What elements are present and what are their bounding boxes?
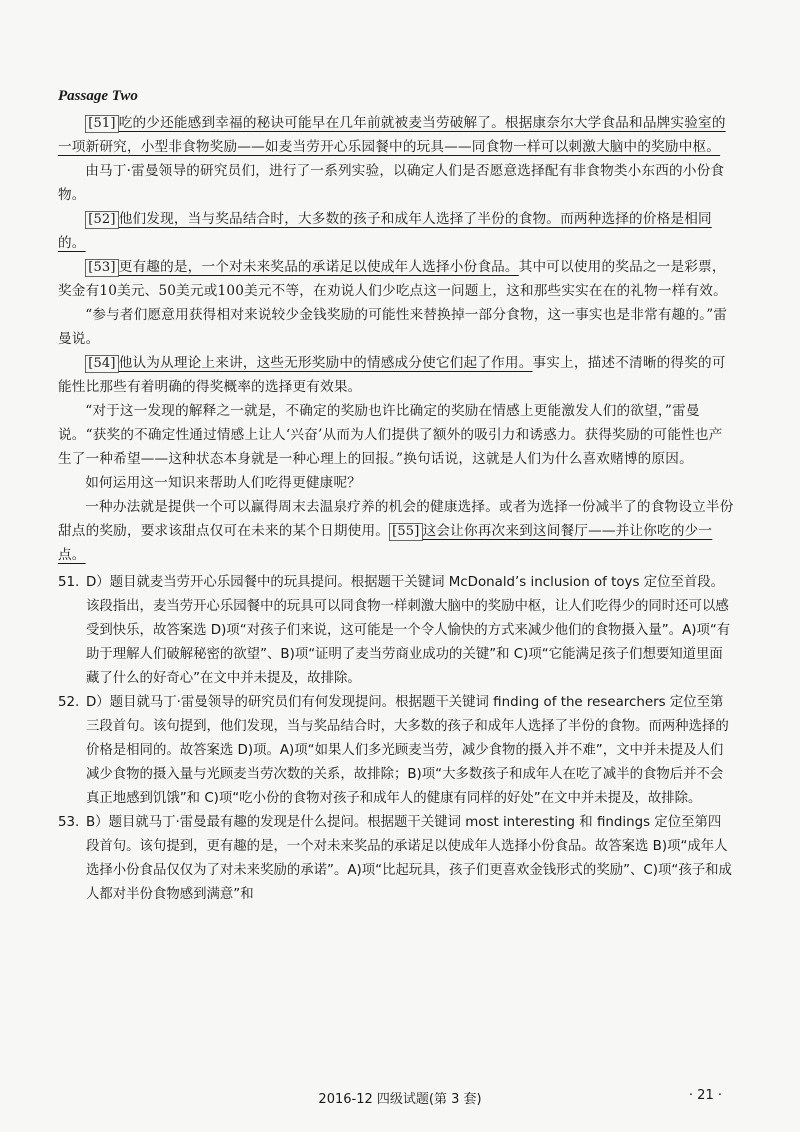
- question-tag-54: [54]: [85, 355, 119, 373]
- question-tag-51: [51]: [85, 115, 119, 133]
- paragraph-9: [58, 495, 734, 567]
- paragraph-text: 一种办法就是提供一个可以赢得周末去温泉疗养的机会的健康选择。或者为选择一份减半了的食物设立半份甜点的奖励，要求该甜点仅可在未来的某个日期使用。: [58, 499, 734, 539]
- answer-51: [58, 571, 734, 691]
- passage-title: Passage Two: [58, 88, 138, 104]
- paragraph-1: [58, 111, 734, 159]
- paragraph-text: 事实上，描述不清晰的得奖的可能性比那些有着明确的得奖概率的选择更有效果。: [58, 355, 726, 395]
- paragraph-5: “参与者们愿意用获得相对来说较少金钱奖励的可能性来替换掉一部分食物，这一事实也是非常有趣的。”雷曼说。: [58, 307, 728, 347]
- paragraph-3: [58, 207, 734, 255]
- answer-text: D）题目就麦当劳开心乐园餐中的玩具提问。根据题干关键词 McDonald’s inclusion of toys 定位至首段。该段指出，麦当劳开心乐园餐中的玩具可以同食物一样刺激大脑中的奖励中枢，让人们吃得少的同时还可以感受到快乐，故答案选 D)项“对孩子们来说，这可能是一个令人愉快的方式来减少他们的食物摄入量”。A)项“有助于理解人们破解秘密的欲望”、B)项“证明了麦当劳商业成功的关键”和 C)项“它能满足孩子们想要知道里面藏了什么的好奇心”在文中并未提及，故排除。: [86, 575, 731, 686]
- passage-section: [58, 88, 734, 567]
- question-tag-52: [52]: [85, 211, 119, 229]
- paragraph-7: “对于这一发现的解释之一就是，不确定的奖励也许比确定的奖励在情感上更能激发人们的欲望，”雷曼说。“获奖的不确定性通过情感上让人‘兴奋’从而为人们提供了额外的吸引力和诱惑力。获得奖励的可能性也产生了一种希望——这种状态本身就是一种心理上的回报。”换句话说，这就是人们为什么喜欢赌博的原因。: [58, 403, 723, 467]
- underlined-text: 这会让你再次来到这间餐厅——并让你吃的少一点。: [58, 523, 713, 563]
- underlined-text: 他认为从理论上来讲，这些无形奖励中的情感成分使它们起了作用。: [118, 355, 533, 371]
- question-tag-55: [55]: [389, 523, 423, 541]
- page-footer: [0, 1088, 800, 1112]
- underlined-text: 吃的少还能感到幸福的秘诀可能早在几年前就被麦当劳破解了。根据康奈尔大学食品和品牌实验室的一项新研究，小型非食物奖励——如麦当劳开心乐园餐中的玩具——同食物一样可以刺激大脑中的奖励中枢。: [58, 115, 726, 155]
- page-number: · 21 ·: [688, 1088, 722, 1103]
- paragraph-2: 由马丁·雷曼领导的研究员们，进行了一系列实验，以确定人们是否愿意选择配有非食物类小东西的小份食物。: [58, 163, 725, 203]
- answer-explanations: [58, 571, 734, 907]
- answer-number: 51.: [58, 575, 80, 590]
- answer-52: [58, 691, 734, 811]
- answer-53: [58, 811, 734, 907]
- underlined-text: 他们发现，当与奖品结合时，大多数的孩子和成年人选择了半份的食物。而两种选择的价格是相同的。: [58, 211, 712, 251]
- answer-text: D）题目就马丁·雷曼领导的研究员们有何发现提问。根据题干关键词 finding of the researchers 定位至第三段首句。该句提到，他们发现，当与奖品结合时，大多数的孩子和成年人选择了半份的食物。而两种选择的价格是相同的。故答案选 D)项。A)项“如果人们多光顾麦当劳，减少食物的摄入并不难”，文中并未提及人们减少食物的摄入量与光顾麦当劳次数的关系，故排除；B)项“大多数孩子和成年人在吃了减半的食物后并不会真正地感到饥饿”和 C)项“吃小份的食物对孩子和成年人的健康有同样的好处”在文中并未提及，故排除。: [86, 695, 729, 806]
- document-page: [58, 88, 734, 907]
- answer-number: 53.: [58, 815, 80, 830]
- underlined-text: 更有趣的是，一个对未来奖品的承诺足以使成年人选择小份食品。: [118, 259, 519, 275]
- footer-title: 2016-12 四级试题(第 3 套): [318, 1092, 482, 1107]
- question-tag-53: [53]: [85, 259, 119, 277]
- paragraph-6: [58, 351, 734, 399]
- paragraph-4: [58, 255, 734, 303]
- answer-number: 52.: [58, 695, 80, 710]
- answer-text: B）题目就马丁·雷曼最有趣的发现是什么提问。根据题干关键词 most interesting 和 findings 定位至第四段首句。该句提到，更有趣的是，一个对未来奖品的承诺足以使成年人选择小份食品。故答案选 B)项“成年人选择小份食品仅仅为了对未来奖励的承诺”。A)项“比起玩具，孩子们更喜欢金钱形式的奖励”、C)项“孩子和成人都对半份食物感到满意”和: [86, 815, 732, 902]
- paragraph-text: 其中可以使用的奖品之一是彩票，奖金有10美元、50美元或100美元不等，在劝说人们少吃点这一问题上，这和那些实实在在的礼物一样有效。: [58, 259, 727, 299]
- paragraph-8: 如何运用这一知识来帮助人们吃得更健康呢？: [85, 475, 362, 491]
